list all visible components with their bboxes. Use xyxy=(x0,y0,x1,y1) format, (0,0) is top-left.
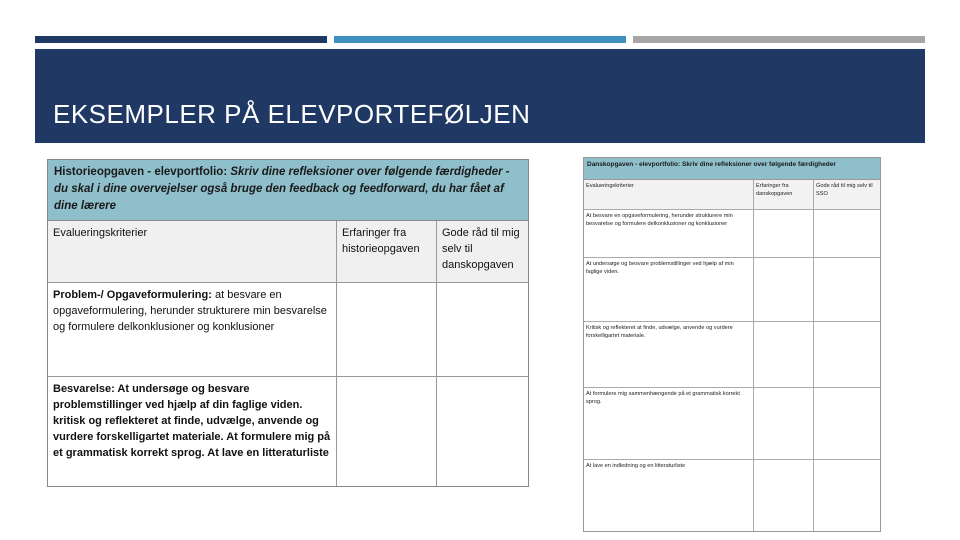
slide-title: EKSEMPLER PÅ ELEVPORTEFØLJEN xyxy=(53,99,531,129)
criteria-text: At undersøge og besvare problemstillinger ved hjælp af din faglige viden. kritisk og reflekteret at finde, udvælge, anvende og vurdere forskelligartet materiale. At formulere mig på et grammatisk korrekt sprog. At lave en litteraturliste xyxy=(53,383,331,459)
accent-bar-navy xyxy=(35,36,327,43)
criteria-cell: At undersøge og besvare problemstillinger ved hjælp af min faglige viden. xyxy=(584,258,754,322)
accent-bar-blue xyxy=(334,36,626,43)
column-header-criteria: Evalueringskriterier xyxy=(48,221,337,283)
column-header-advice: Gode råd til mig selv til SSO xyxy=(814,180,880,210)
history-portfolio-table xyxy=(47,159,529,487)
criteria-cell: At formulere mig sammenhængende på et grammatisk korrekt sprog. xyxy=(584,388,754,460)
empty-cell xyxy=(754,388,814,460)
empty-cell xyxy=(337,283,437,377)
table-header-italic: Skriv dine refleksioner over følgende færdigheder - du skal i dine overvejelser også bruge den feedback og feedforward, du har fået af dine lærere xyxy=(54,166,510,212)
danish-portfolio-table xyxy=(583,157,881,532)
column-header-criteria: Evalueringskriterier xyxy=(584,180,754,210)
criteria-label: Problem-/ Opgaveformulering: xyxy=(53,289,212,301)
empty-cell xyxy=(437,283,528,377)
column-header-experience: Erfaringer fra historieopgaven xyxy=(337,221,437,283)
title-banner xyxy=(35,49,925,143)
criteria-cell: At lave en indledning og en litteraturliste xyxy=(584,460,754,531)
empty-cell xyxy=(754,258,814,322)
empty-cell xyxy=(814,258,880,322)
criteria-cell: Kritisk og reflekteret at finde, udvælge, anvende og vurdere forskelligartet materiale. xyxy=(584,322,754,388)
empty-cell xyxy=(814,322,880,388)
empty-cell xyxy=(754,460,814,531)
criteria-text: at besvare en opgaveformulering, herunder strukturere min besvarelse og formulere delkonklusioner og konklusioner xyxy=(53,289,327,333)
criteria-cell-problem xyxy=(48,283,337,377)
empty-cell xyxy=(814,388,880,460)
column-header-experience: Erfaringer fra danskopgaven xyxy=(754,180,814,210)
criteria-cell: At besvare en opgaveformulering, herunder strukturere min besvarelse og formulere delkonklusioner og konklusioner xyxy=(584,210,754,258)
empty-cell xyxy=(814,460,880,531)
empty-cell xyxy=(754,322,814,388)
column-header-advice: Gode råd til mig selv til danskopgaven xyxy=(437,221,528,283)
table-header: Danskopgaven - elevportfolio: Skriv dine refleksioner over følgende færdigheder xyxy=(584,158,880,180)
criteria-cell-answer xyxy=(48,377,337,486)
table-header xyxy=(48,160,528,221)
table-header-bold: Historieopgaven - elevportfolio: xyxy=(54,166,228,178)
criteria-label: Besvarelse: xyxy=(53,383,115,395)
empty-cell xyxy=(754,210,814,258)
empty-cell xyxy=(337,377,437,486)
empty-cell xyxy=(814,210,880,258)
empty-cell xyxy=(437,377,528,486)
accent-bar-gray xyxy=(633,36,925,43)
